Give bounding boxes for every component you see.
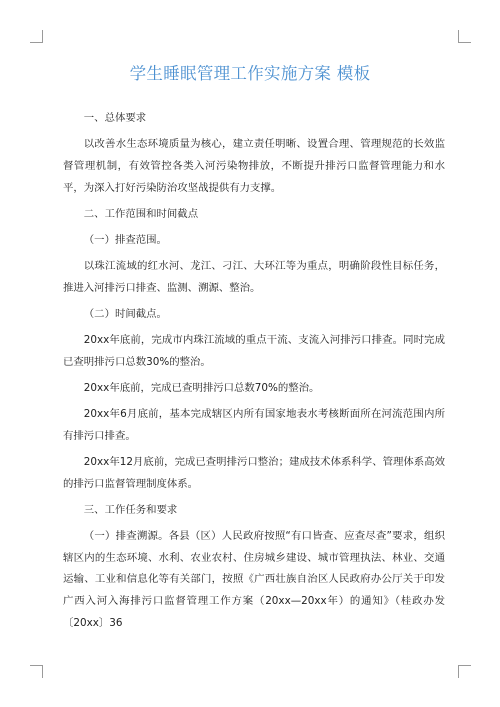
crop-mark-top-right [458,30,471,43]
body-paragraph: 以珠江流域的红水河、龙江、刁江、大环江等为重点，明确阶段性目标任务，推进入河排污口排查、监测、溯源、整治。 [63,259,445,294]
crop-mark-bottom-left [30,665,43,678]
body-paragraph: 以改善水生态环境质量为核心，建立责任明晰、设置合理、管理规范的长效监督管理机制，有效管控各类入河污染物排放，不断提升排污口监督管理能力和水平，为深入打好污染防治攻坚战提供有力支撑。 [63,138,445,194]
crop-mark-bottom-right [458,665,471,678]
subsection-heading-deadlines: （二）时间截点。 [83,307,167,320]
body-paragraph: 20xx年底前，完成市内珠江流域的重点干流、支流入河排污口排查。同时完成已查明排污口总数30%的整治。 [63,333,445,368]
crop-mark-top-left [30,30,43,43]
section-heading-scope-and-deadlines: 二、工作范围和时间截点 [83,207,199,220]
document-title: 学生睡眠管理工作实施方案 模板 [129,64,371,83]
section-heading-tasks-and-requirements: 三、工作任务和要求 [83,503,178,516]
section-heading-general-requirements: 一、总体要求 [83,112,147,124]
subsection-heading-scope: （一）排查范围。 [83,233,167,246]
body-paragraph: 20xx年底前，完成已查明排污口总数70%的整治。 [83,381,320,394]
body-paragraph: 20xx年12月底前，完成已查明排污口整治；建成技术体系科学、管理体系高效的排污口监督管理制度体系。 [63,455,445,490]
body-paragraph: 20xx年6月底前，基本完成辖区内所有国家地表水考核断面所在河流范围内所有排污口排查。 [63,407,445,442]
document-body [63,108,445,639]
body-paragraph: （一）排查溯源。各县（区）人民政府按照“有口皆查、应查尽查”要求，组织辖区内的生态环境、水利、农业农村、住房城乡建设、城市管理执法、林业、交通运输、工业和信息化等有关部门，按照《广西壮族自治区人民政府办公厅关于印发广西入河入海排污口监督管理工作方案（20xx—20xx年）的通知》（桂政办发〔20xx〕36 [63,529,445,629]
